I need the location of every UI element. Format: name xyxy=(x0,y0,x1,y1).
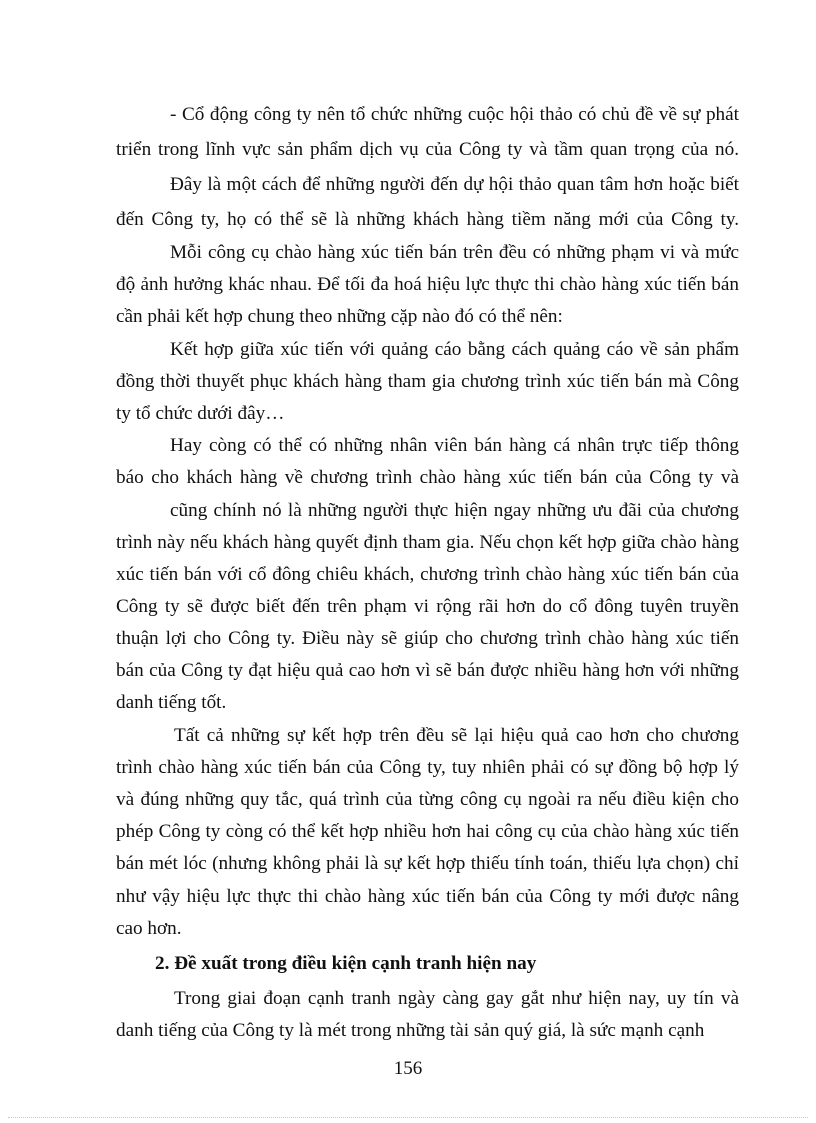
page-number: 156 xyxy=(393,1058,423,1079)
body-line: phép Công ty còng có thể kết hợp nhiều hơn hai công cụ của chào hàng xúc tiến xyxy=(116,821,739,842)
body-line: Kết hợp giữa xúc tiến với quảng cáo bằng cách quảng cáo về sản phẩm xyxy=(170,339,739,360)
body-line: danh tiếng tốt. xyxy=(116,692,227,713)
body-line: - Cổ động công ty nên tổ chức những cuộc hội thảo có chủ đề về sự phát xyxy=(170,104,739,125)
body-line: báo cho khách hàng về chương trình chào hàng xúc tiến bán của Công ty và xyxy=(116,467,739,488)
body-line: trình chào hàng xúc tiến bán của Công ty, tuy nhiên phải có sự đồng bộ hợp lý xyxy=(116,757,739,778)
body-line: thuận lợi cho Công ty. Điều này sẽ giúp cho chương trình chào hàng xúc tiến xyxy=(116,628,739,649)
body-line: Công ty sẽ được biết đến trên phạm vi rộng rãi hơn do cổ đông tuyên truyền xyxy=(116,596,739,617)
body-line: độ ảnh hưởng khác nhau. Để tối đa hoá hiệu lực thực thi chào hàng xúc tiến bán xyxy=(116,274,739,295)
body-line: như vậy hiệu lực thực thi chào hàng xúc tiến bán của Công ty mới được nâng xyxy=(116,886,739,907)
body-line: cao hơn. xyxy=(116,918,182,939)
body-line: triển trong lĩnh vực sản phẩm dịch vụ của Công ty và tầm quan trọng của nó. xyxy=(116,139,739,160)
section-heading: 2. Đề xuất trong điều kiện cạnh tranh hiện nay xyxy=(155,953,537,974)
body-line: đồng thời thuyết phục khách hàng tham gia chương trình xúc tiến bán mà Công xyxy=(116,371,739,392)
body-line: Đây là một cách để những người đến dự hội thảo quan tâm hơn hoặc biết xyxy=(170,174,739,195)
page-bottom-rule xyxy=(8,1117,808,1118)
body-line: trình này nếu khách hàng quyết định tham gia. Nếu chọn kết hợp giữa chào hàng xyxy=(116,532,739,553)
body-line: Tất cả những sự kết hợp trên đều sẽ lại hiệu quả cao hơn cho chương xyxy=(174,725,739,746)
body-line: xúc tiến bán với cổ đông chiêu khách, chương trình chào hàng xúc tiến bán của xyxy=(116,564,739,585)
body-line: Hay còng có thể có những nhân viên bán hàng cá nhân trực tiếp thông xyxy=(170,435,739,456)
body-line: cũng chính nó là những người thực hiện ngay những ưu đãi của chương xyxy=(170,500,739,521)
body-line: ty tổ chức dưới đây… xyxy=(116,403,285,424)
body-line: Trong giai đoạn cạnh tranh ngày càng gay gắt như hiện nay, uy tín và xyxy=(174,988,739,1009)
body-line: bán của Công ty đạt hiệu quả cao hơn vì sẽ bán được nhiều hàng hơn với những xyxy=(116,660,739,681)
body-line: đến Công ty, họ có thể sẽ là những khách hàng tiềm năng mới của Công ty. xyxy=(116,209,739,230)
body-line: danh tiếng của Công ty là mét trong những tài sản quý giá, là sức mạnh cạnh xyxy=(116,1020,705,1041)
body-line: bán mét lóc (nhưng không phải là sự kết hợp thiếu tính toán, thiếu lựa chọn) chỉ xyxy=(116,853,739,874)
body-line: cần phải kết hợp chung theo những cặp nào đó có thể nên: xyxy=(116,306,563,327)
body-line: và đúng những quy tắc, quá trình của từng công cụ ngoài ra nếu điều kiện cho xyxy=(116,789,739,810)
body-line: Mỗi công cụ chào hàng xúc tiến bán trên đều có những phạm vi và mức xyxy=(170,242,739,263)
